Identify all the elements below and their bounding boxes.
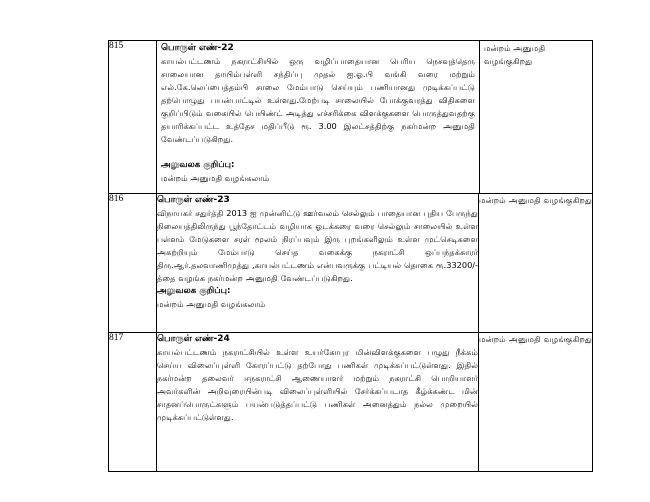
subject-cell	[157, 41, 479, 193]
decision-text: மன்றம் அனுமதி வழங்குகிறது	[479, 334, 592, 344]
office-note-label: அலுவலக குறிப்பு:	[161, 160, 235, 170]
resolution-number: 815	[109, 41, 157, 194]
decision-cell	[479, 333, 593, 472]
subject-heading: பொருள் எண்-24	[157, 334, 230, 344]
resolution-number: 817	[109, 333, 157, 472]
subject-cell	[157, 194, 479, 333]
table-row	[109, 41, 593, 194]
decision-text: மன்றம் அனுமதி வழங்குகிறது	[484, 43, 546, 66]
subject-heading: பொருள் எண்-23	[157, 195, 230, 205]
decision-cell	[479, 194, 593, 333]
subject-heading: பொருள் எண்-22	[161, 43, 234, 53]
decision-cell	[479, 41, 592, 193]
subject-body: காயல்பட்டணம் நகராட்சியில் உள்ள உயர்கோபுர மின்விளக்குகளை பழுது நீக்கம் செய்ய விலைப்புள்ளி கோரப்பட்டு தற்போது பணிகள் முடிக்கப்பட்டுள்ளது. இதில் நகர்மன்ற தலைவர் ஈநகராட்சி ஆணையாளர் மற்றும் நகராட்சி பொறியாளர் அவர்களின் அறிவுரையின்படி விலைப்புள்ளியில் சேர்க்கப்படாத கீழ்க்கண்ட மின் சாதனப்பொருட்களும் பயன்படுத்தப்பட்டு பணிகள் அனைத்தும் நல்ல முறையில் முடிக்கப்பட்டுள்ளது.	[157, 347, 478, 422]
resolution-content	[157, 41, 593, 194]
table-row	[109, 333, 593, 472]
row-split	[157, 41, 592, 193]
office-note: மன்றம் அனுமதி வழங்கலாம்	[157, 299, 266, 309]
resolutions-table	[108, 40, 593, 472]
office-note: மன்றம் அனுமதி வழங்கலாம்	[161, 173, 270, 183]
decision-text: மன்றம் அனுமதி வழங்குகிறது	[479, 195, 592, 205]
subject-body: விநாயகர் சதுர்த்தி 2013 ஐ முன்னிட்டு ஊர்வலம் செல்லும் பாதையான புதிய பேருந்து நிலையத்திலிருந்து பூந்தோட்டம் வழியாக ஓடக்கரை வரை செல்லும் சாலையில் உள்ள பள்ளம் மேடுகளை சரள் மூலம் நிரப்பவும் இரு புறங்களிலும் உள்ள முட்செடிகளை அகற்றியும் மேம்பாடு செய்த வகைக்கு நகராட்சி ஒப்பந்தக்காரர் திரு.ஆர்.தலவாணிமுத்து ,காயல்பட்டணம் என்பவருக்கு பட்டியல் தொகை ரூ.33200/- த்தை வழங்க நகர்மன்ற அனுமதி வேண்டப்படுகிறது.	[157, 208, 478, 283]
office-note-label: அலுவலக குறிப்பு:	[157, 286, 231, 296]
subject-cell	[157, 333, 479, 472]
subject-body: காயல்பட்டணம் நகராட்சியில் ஒரு வழிப்பாதையான பெரிய நெசவுத்தெரு சாலையான தாயிம்பள்ளி சந்திப்பு முதல் ஐ.ஓ.பி வங்கி வரை மற்றும் எல்.கே.லெப்பைத்தம்பி சாலை மேம்பாடு செய்யும் பணியானது முடிக்கப்பட்டு தற்பொழுது பயன்பாட்டில் உள்ளது.மேற்படி சாலையில் போக்குவரத்து விதிகளை குறிப்பிடும் வகையில் பெயிண்ட் அடித்து எச்சரிக்கை விளக்குகளை பொருத்துவதற்கு தயாரிக்கப்பட்ட உத்தேச மதிப்பீடு ரூ. 3.00 இலட்சத்திற்கு நகர்மன்ற அனுமதி வேண்டப்படுகிறது.	[161, 56, 475, 144]
table-row	[109, 194, 593, 333]
resolution-number: 816	[109, 194, 157, 333]
